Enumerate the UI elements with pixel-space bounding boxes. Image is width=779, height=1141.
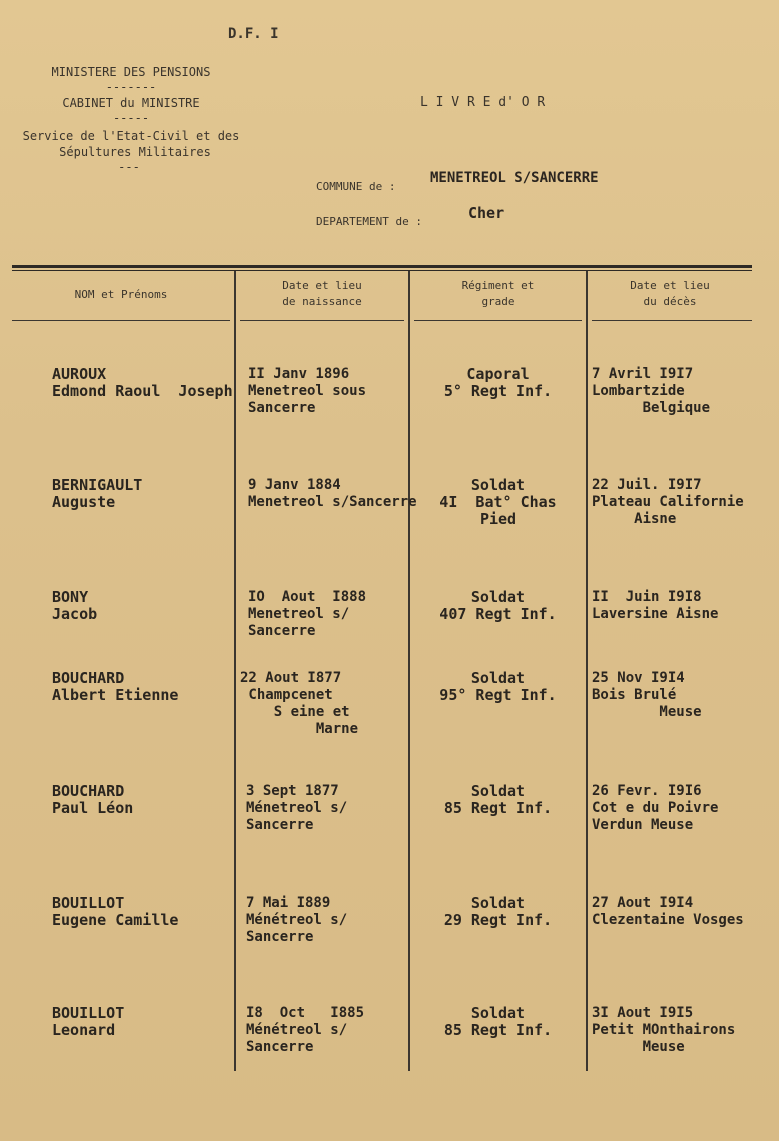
- ministry-divider: -------: [105, 80, 157, 94]
- column-header-regiment: [410, 278, 586, 310]
- cell-line: Meuse: [592, 704, 702, 720]
- cell-line: Soldat: [470, 782, 526, 800]
- header-underline-4: [592, 320, 752, 321]
- cell-line: Soldat: [470, 669, 526, 687]
- cell-line: BOUILLOT: [52, 1004, 125, 1022]
- table-top-rule: [12, 265, 752, 268]
- cell-line: BOUCHARD: [52, 669, 125, 687]
- cell-name: [52, 366, 232, 400]
- cell-line: Ménétreol s/: [246, 912, 348, 928]
- cell-line: Sancerre: [248, 623, 316, 639]
- cell-death: [592, 783, 777, 834]
- cell-line: BONY: [52, 588, 89, 606]
- cell-regiment: [410, 589, 586, 623]
- cell-line: Caporal: [466, 365, 530, 383]
- cell-regiment: [410, 477, 586, 528]
- cell-line: 26 Fevr. I9I6: [592, 783, 702, 799]
- cell-death: [592, 670, 777, 721]
- header-underline-1: [12, 320, 230, 321]
- cell-death: [592, 589, 777, 623]
- cell-line: 85 Regt Inf.: [443, 799, 553, 817]
- cell-death: [592, 366, 777, 417]
- column-header-name: [12, 287, 230, 303]
- cell-line: Menetreol sous: [248, 383, 367, 399]
- column-header-birth-line-2: de naissance: [282, 295, 362, 308]
- service-line-2: Sépultures Militaires: [59, 145, 211, 159]
- cell-name: [52, 589, 232, 623]
- cell-line: 95° Regt Inf.: [439, 686, 557, 704]
- cell-death: [592, 895, 777, 929]
- cell-regiment: [410, 783, 586, 817]
- cell-line: 27 Aout I9I4: [592, 895, 694, 911]
- cell-line: II Janv 1896: [248, 366, 350, 382]
- cell-birth: [246, 1005, 436, 1056]
- cell-line: 3 Sept 1877: [246, 783, 339, 799]
- cell-line: Sancerre: [246, 1039, 314, 1055]
- commune-label: COMMUNE de :: [316, 180, 396, 193]
- cell-name: [52, 783, 232, 817]
- cell-line: 7 Avril I9I7: [592, 366, 694, 382]
- cell-line: Laversine Aisne: [592, 606, 719, 622]
- cell-line: Aisne: [592, 511, 677, 527]
- cell-line: Plateau Californie: [592, 494, 744, 510]
- column-header-death-line-2: du décès: [643, 295, 697, 308]
- cell-line: 3I Aout I9I5: [592, 1005, 694, 1021]
- cell-line: Soldat: [470, 894, 526, 912]
- document-code: D.F. I: [228, 26, 279, 42]
- cabinet-divider: -----: [112, 111, 150, 125]
- cell-line: Verdun Meuse: [592, 817, 694, 833]
- ministry-name: MINISTERE DES PENSIONS: [51, 65, 211, 79]
- cell-line: Lombartzide: [592, 383, 685, 399]
- cell-line: Bois Brulé: [592, 687, 677, 703]
- cell-line: I8 Oct I885: [246, 1005, 365, 1021]
- cell-line: Belgique: [592, 400, 711, 416]
- cell-line: 22 Juil. I9I7: [592, 477, 702, 493]
- cell-line: Clezentaine Vosges: [592, 912, 744, 928]
- cell-line: BOUILLOT: [52, 894, 125, 912]
- cell-death: [592, 477, 777, 528]
- cell-name: [52, 1005, 232, 1039]
- cell-line: Ménétreol s/: [246, 1022, 348, 1038]
- column-header-regiment-line-1: Régiment et: [461, 279, 535, 292]
- column-header-birth: [236, 278, 408, 310]
- cell-line: Menetreol s/: [248, 606, 350, 622]
- cell-line: 25 Nov I9I4: [592, 670, 685, 686]
- cell-line: Pied: [479, 510, 517, 528]
- header-underline-2: [240, 320, 404, 321]
- cell-line: Leonard: [52, 1021, 116, 1039]
- cell-birth: [240, 670, 430, 738]
- cell-name: [52, 477, 232, 511]
- column-divider-3: [586, 271, 588, 1071]
- column-header-death-line-1: Date et lieu: [630, 279, 710, 292]
- cell-line: Paul Léon: [52, 799, 134, 817]
- cell-line: Menetreol s/Sancerre: [248, 494, 417, 510]
- cell-line: 5° Regt Inf.: [443, 382, 553, 400]
- cell-line: Cot e du Poivre: [592, 800, 719, 816]
- cell-birth: [246, 783, 436, 834]
- header-underline-3: [414, 320, 582, 321]
- cell-line: Soldat: [470, 588, 526, 606]
- cell-line: Sancerre: [246, 929, 314, 945]
- cell-line: Marne: [240, 721, 359, 737]
- cell-line: Petit MOnthairons: [592, 1022, 736, 1038]
- cell-birth: [246, 895, 436, 946]
- cell-line: Sancerre: [248, 400, 316, 416]
- table-top-rule-2: [12, 270, 752, 271]
- cell-regiment: [410, 895, 586, 929]
- cell-regiment: [410, 1005, 586, 1039]
- cabinet-name: CABINET du MINISTRE: [62, 96, 200, 110]
- cell-name: [52, 670, 232, 704]
- cell-line: Auguste: [52, 493, 116, 511]
- cell-line: Jacob: [52, 605, 98, 623]
- column-header-death: [588, 278, 752, 310]
- cell-line: Meuse: [592, 1039, 685, 1055]
- cell-line: 85 Regt Inf.: [443, 1021, 553, 1039]
- column-divider-1: [234, 271, 236, 1071]
- departement-label: DEPARTEMENT de :: [316, 215, 422, 228]
- column-header-name-text: NOM et Prénoms: [74, 288, 168, 301]
- cell-line: 29 Regt Inf.: [443, 911, 553, 929]
- cell-death: [592, 1005, 777, 1056]
- cell-line: Ménetreol s/: [246, 800, 348, 816]
- cell-line: BERNIGAULT: [52, 476, 143, 494]
- cell-line: Albert Etienne: [52, 686, 179, 704]
- cell-line: BOUCHARD: [52, 782, 125, 800]
- cell-line: Soldat: [470, 1004, 526, 1022]
- cell-line: 9 Janv 1884: [248, 477, 341, 493]
- cell-line: 7 Mai I889: [246, 895, 331, 911]
- cell-line: 4I Bat° Chas: [439, 493, 557, 511]
- departement-value: Cher: [468, 204, 505, 222]
- cell-line: Champcenet: [240, 687, 333, 703]
- cell-line: Soldat: [470, 476, 526, 494]
- column-header-regiment-line-2: grade: [481, 295, 515, 308]
- service-line-1: Service de l'Etat-Civil et des: [22, 129, 240, 143]
- cell-line: AUROUX: [52, 365, 107, 383]
- cell-regiment: [410, 670, 586, 704]
- cell-name: [52, 895, 232, 929]
- cell-line: II Juin I9I8: [592, 589, 702, 605]
- cell-line: 22 Aout I877: [240, 670, 342, 686]
- cell-line: S eine et: [240, 704, 350, 720]
- cell-line: Edmond Raoul Joseph: [52, 382, 233, 400]
- column-header-birth-line-1: Date et lieu: [282, 279, 362, 292]
- cell-line: Sancerre: [246, 817, 314, 833]
- cell-line: Eugene Camille: [52, 911, 179, 929]
- document-title: L I V R E d' O R: [420, 95, 546, 110]
- cell-line: 407 Regt Inf.: [439, 605, 557, 623]
- cell-line: IO Aout I888: [248, 589, 367, 605]
- commune-value: MENETREOL S/SANCERRE: [430, 170, 599, 186]
- service-divider: ---: [118, 160, 140, 174]
- cell-regiment: [410, 366, 586, 400]
